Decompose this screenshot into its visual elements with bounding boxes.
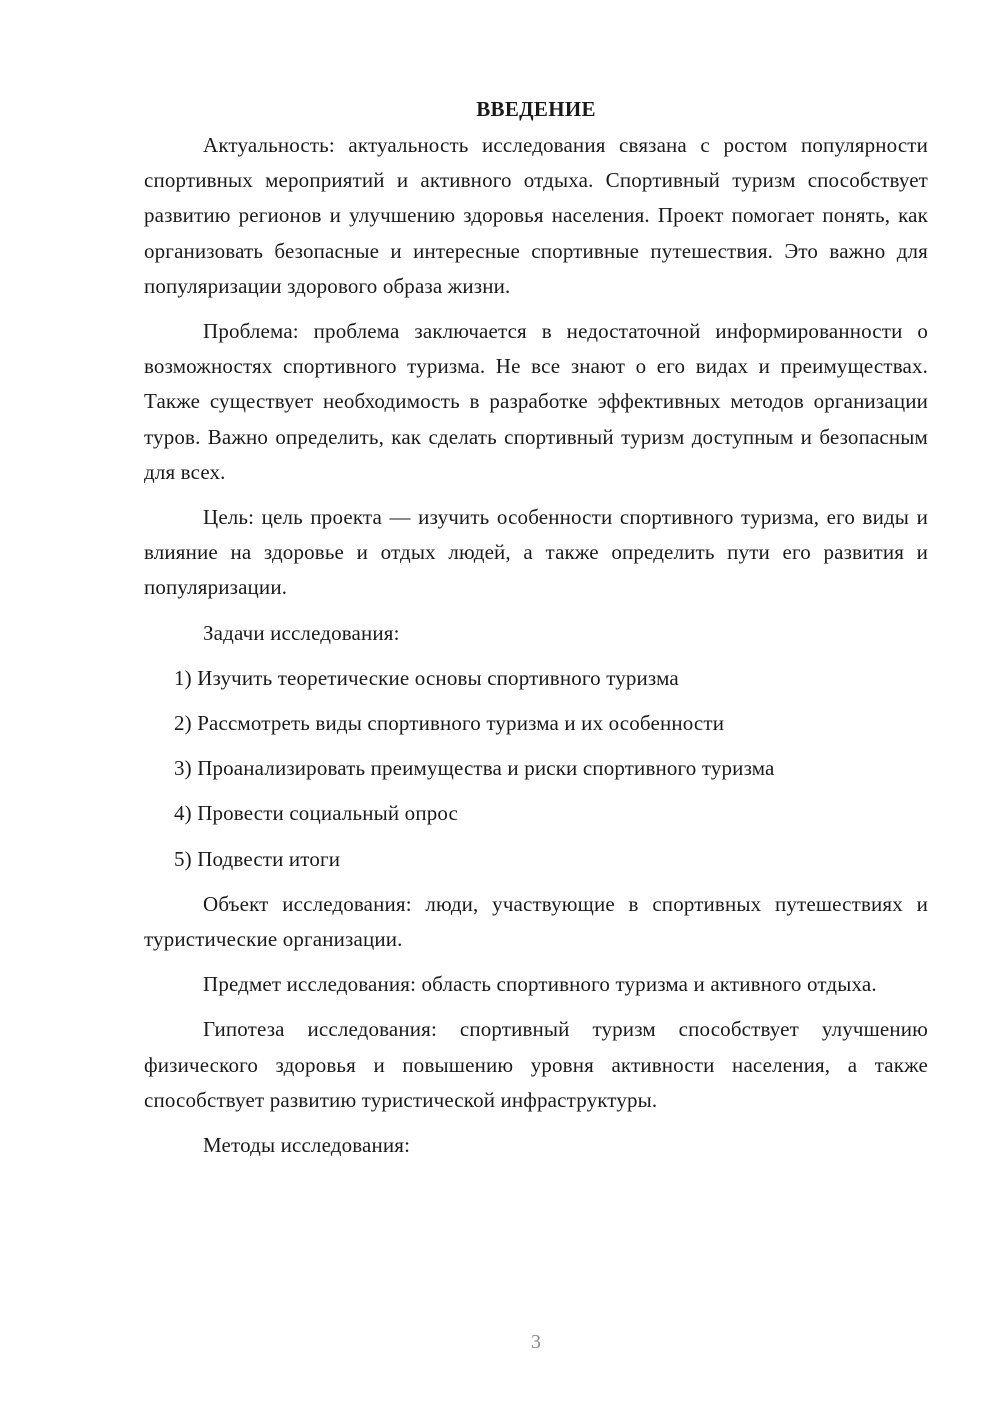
page-number: 3 bbox=[531, 1331, 541, 1353]
paragraph-methods: Методы исследования: bbox=[203, 1133, 411, 1158]
paragraph-object: Объект исследования: люди, участвующие в спортивных путешествиях и туристические организации. bbox=[144, 891, 928, 952]
task-item: 4) Провести социальный опрос bbox=[174, 801, 459, 826]
paragraph-problem: Проблема: проблема заключается в недостаточной информированности о возможностях спортивного туризма. Не все знают о его видах и преимуществах. Также существует необходимость в разработке эффективных методов организации туров. Важно определить, как сделать спортивный туризм доступным и безопасным для всех. bbox=[144, 319, 928, 484]
page-content bbox=[144, 92, 928, 1173]
task-item: 5) Подвести итоги bbox=[174, 846, 341, 871]
paragraph-goal: Цель: цель проекта — изучить особенности спортивного туризма, его виды и влияние на здоровье и отдых людей, а также определить пути его развития и популяризации. bbox=[144, 505, 928, 600]
paragraph-relevance: Актуальность: актуальность исследования связана с ростом популярности спортивных мероприятий и активного отдыха. Спортивный туризм способствует развитию регионов и улучшению здоровья населения. Проект помогает понять, как организовать безопасные и интересные спортивные путешествия. Это важно для популяризации здорового образа жизни. bbox=[144, 133, 928, 298]
page-title: ВВЕДЕНИЕ bbox=[476, 97, 596, 121]
paragraph-hypothesis: Гипотеза исследования: спортивный туризм способствует улучшению физического здоровья и повышению уровня активности населения, а также способствует развитию туристической инфраструктуры. bbox=[144, 1017, 928, 1112]
task-item: 1) Изучить теоретические основы спортивного туризма bbox=[174, 665, 679, 690]
task-item: 3) Проанализировать преимущества и риски спортивного туризма bbox=[174, 756, 775, 781]
paragraph-subject: Предмет исследования: область спортивного туризма и активного отдыха. bbox=[203, 972, 877, 997]
task-item: 2) Рассмотреть виды спортивного туризма и их особенности bbox=[174, 711, 725, 736]
paragraph-tasks-heading: Задачи исследования: bbox=[203, 620, 400, 645]
